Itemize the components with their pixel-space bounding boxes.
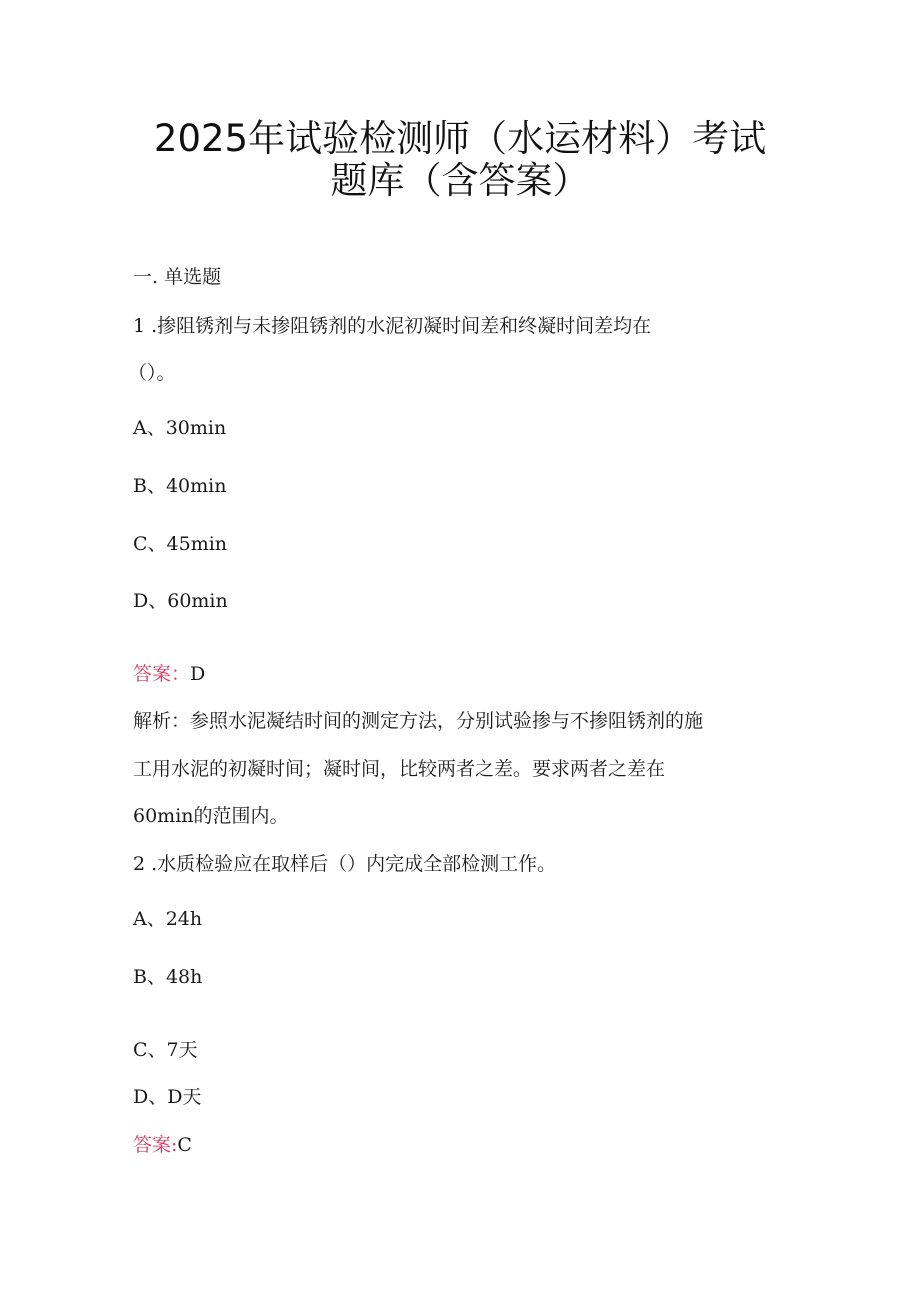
question-2-option-c: C、7天: [133, 1039, 198, 1061]
question-1-option-d: D、60min: [133, 590, 228, 612]
question-1-option-a: A、30min: [133, 417, 227, 439]
question-2-stem: 2 .水质检验应在取样后（）内完成全部检测工作。: [133, 853, 557, 875]
document-title-line-1: 2025年试验检测师（水运材料）考试: [153, 117, 767, 160]
question-1-stem-line-1: 1 .掺阻锈剂与未掺阻锈剂的水泥初凝时间差和终凝时间差均在: [133, 315, 652, 337]
question-2-answer-value: C: [177, 1134, 192, 1156]
section-heading: 一. 单选题: [133, 266, 222, 288]
question-2-option-b: B、48h: [133, 966, 203, 988]
question-1-option-b: B、40min: [133, 475, 227, 497]
question-2-option-a: A、24h: [133, 908, 203, 930]
question-1-analysis-line-3: 60min的范围内。: [133, 805, 289, 827]
question-2-option-d: D、D天: [133, 1086, 202, 1108]
question-1-analysis-line-2: 工用水泥的初凝时间；凝时间，比较两者之差。要求两者之差在: [133, 758, 666, 780]
question-1-stem-line-2: （）。: [128, 362, 176, 384]
question-1-answer: [133, 662, 205, 686]
question-1-answer-label: 答案：: [133, 663, 191, 685]
question-1-analysis-line-1: 解析：参照水泥凝结时间的测定方法，分别试验掺与不掺阻锈剂的施: [133, 710, 704, 732]
question-1-answer-value: D: [190, 663, 206, 685]
question-1-option-c: C、45min: [133, 533, 228, 555]
question-2-answer-label: 答案:: [133, 1134, 178, 1156]
question-2-answer: [133, 1133, 192, 1157]
document-title-line-2: 题库（含答案）: [330, 159, 590, 202]
